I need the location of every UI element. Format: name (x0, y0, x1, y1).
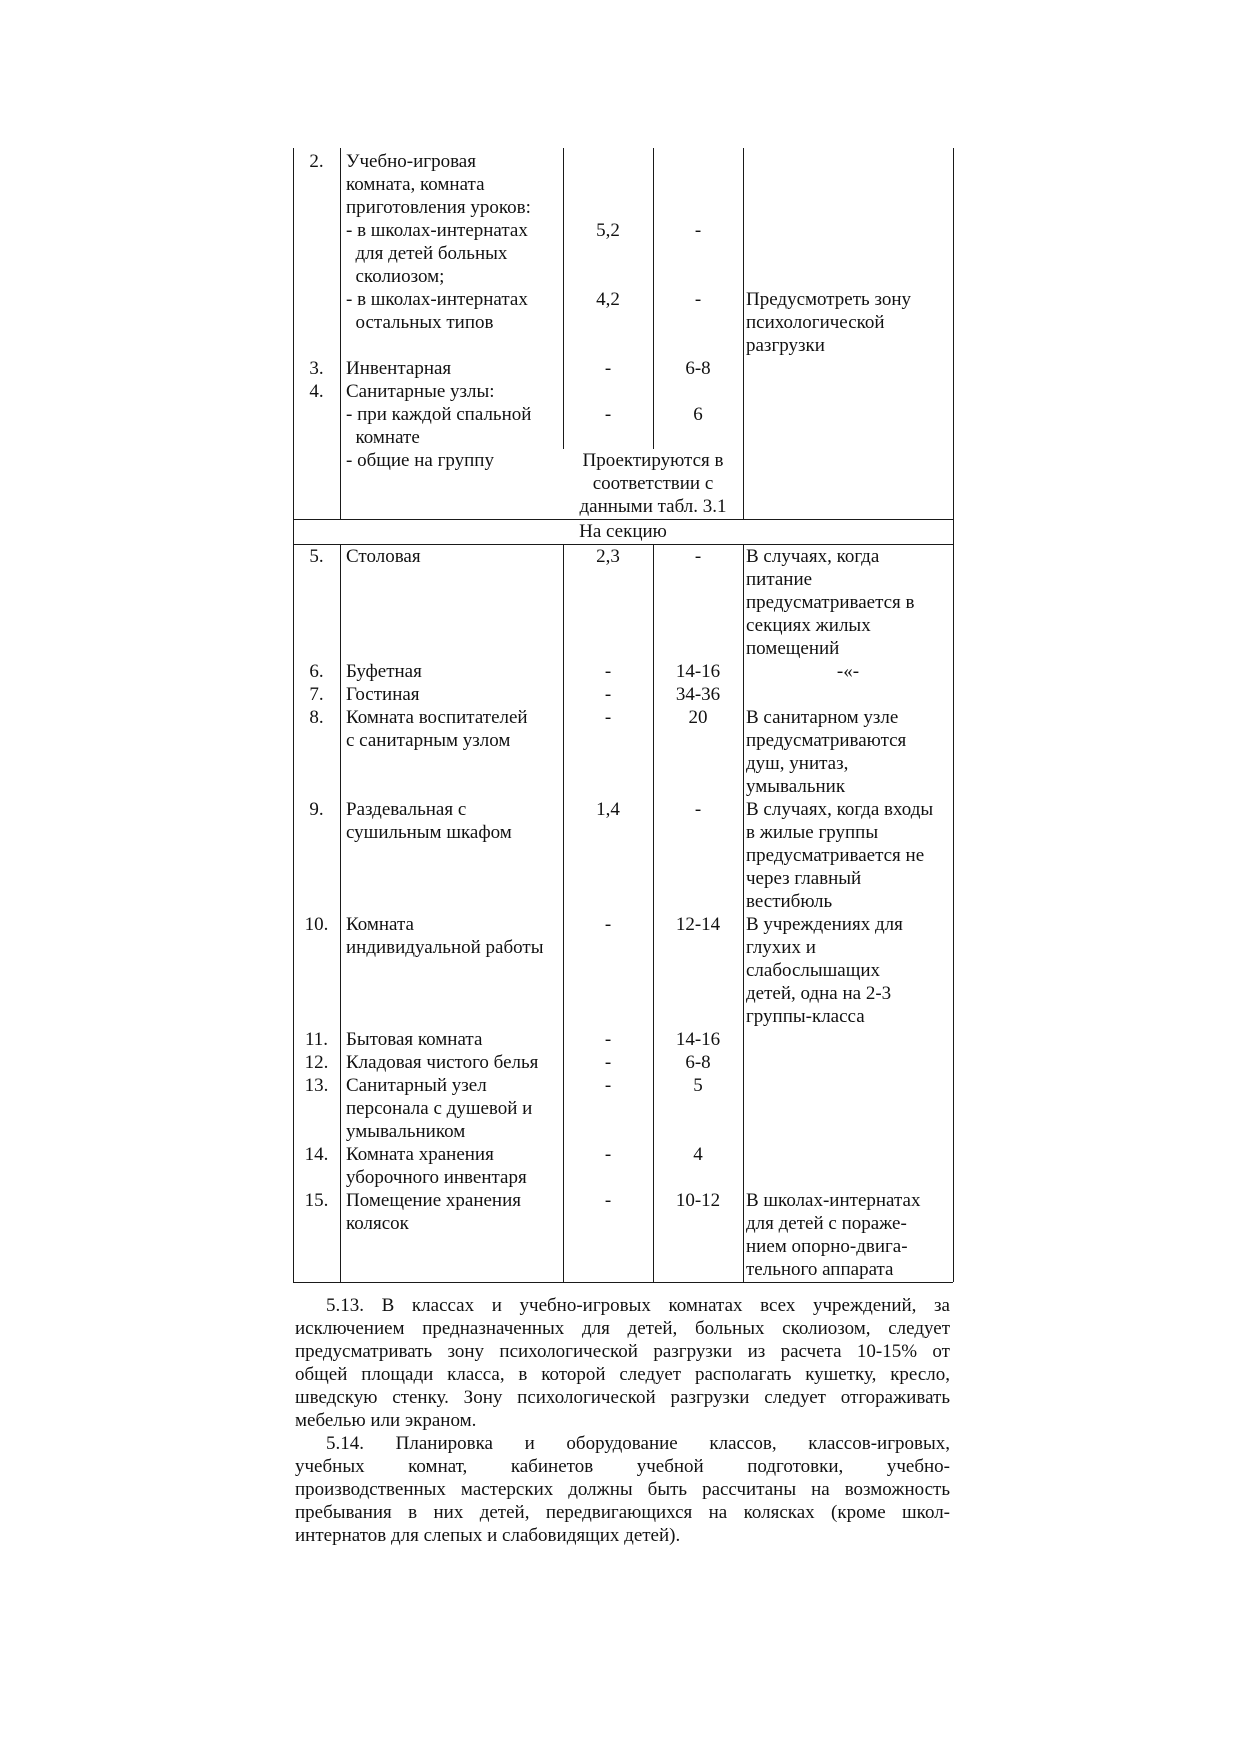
area-per-person: 5,2 (596, 220, 620, 241)
room-name: индивидуальной работы (346, 937, 544, 958)
area-per-room: 5 (693, 1075, 703, 1096)
area-per-person: - (604, 684, 612, 705)
row-note: помещений (746, 638, 840, 659)
area-per-person: - (604, 707, 612, 728)
row-note: В случаях, когда (746, 546, 880, 567)
area-per-person: - (604, 1144, 612, 1165)
row-note: питание (746, 569, 813, 590)
row-number: 3. (309, 358, 324, 379)
row-number: 5. (309, 546, 324, 567)
row-note: через главный (746, 868, 862, 889)
area-per-room: 6 (693, 404, 703, 425)
area-per-person: - (604, 1190, 612, 1211)
room-name: Комната воспитателей (346, 707, 528, 728)
section-title: На секцию (579, 521, 667, 542)
room-name: Столовая (346, 546, 421, 567)
col-border (563, 148, 564, 449)
col-border (293, 544, 294, 1282)
room-name: для детей больных (346, 243, 508, 264)
room-name: приготовления уроков: (346, 197, 531, 218)
paragraph-line: предусматривать зону психологической разгрузки из расчета 10-15% от (295, 1341, 950, 1362)
room-name: умывальником (346, 1121, 466, 1142)
paragraph-line: учебных комнат, кабинетов учебной подготовки, учебно- (295, 1456, 950, 1477)
area-per-person: - (604, 358, 612, 379)
row-note: -«- (836, 661, 860, 682)
room-name: колясок (346, 1213, 409, 1234)
row-note: предусматривается в (746, 592, 915, 613)
paragraph-line: общей площади класса, в которой следует располагать кушетку, кресло, (295, 1364, 950, 1385)
paragraph-line: шведскую стенку. Зону психологической разгрузки следует отгораживать (295, 1387, 950, 1408)
paragraph-line: 5.14. Планировка и оборудование классов, классов-игровых, (326, 1433, 950, 1454)
row-number: 2. (309, 151, 324, 172)
room-name: Санитарные узлы: (346, 381, 495, 402)
area-per-room: 6-8 (685, 358, 711, 379)
row-note: вестибюль (746, 891, 833, 912)
room-name: персонала с душевой и (346, 1098, 533, 1119)
row-note: В санитарном узле (746, 707, 899, 728)
row-number: 8. (309, 707, 324, 728)
merged-note: соответствии с (592, 473, 714, 494)
area-per-room: 14-16 (675, 661, 721, 682)
row-note: группы-класса (746, 1006, 865, 1027)
row-number: 15. (304, 1190, 329, 1211)
room-name: Инвентарная (346, 358, 452, 379)
area-per-room: 20 (688, 707, 708, 728)
room-name: Бытовая комната (346, 1029, 483, 1050)
row-note: секциях жилых (746, 615, 871, 636)
row-note: В учреждениях для (746, 914, 903, 935)
col-border (653, 148, 654, 449)
room-name: уборочного инвентаря (346, 1167, 527, 1188)
col-border (743, 148, 744, 519)
area-per-person: 4,2 (596, 289, 620, 310)
area-per-person: 1,4 (596, 799, 620, 820)
room-name: Комната (346, 914, 414, 935)
room-name: комнате (346, 427, 420, 448)
paragraph-line: 5.13. В классах и учебно-игровых комнатах всех учреждений, за (326, 1295, 950, 1316)
row-note: В школах-интернатах (746, 1190, 921, 1211)
area-per-room: 14-16 (675, 1029, 721, 1050)
row-number: 11. (304, 1029, 329, 1050)
row-number: 6. (309, 661, 324, 682)
row-number: 4. (309, 381, 324, 402)
paragraph (295, 1432, 950, 1547)
room-name: Санитарный узел (346, 1075, 487, 1096)
room-name: сколиозом; (346, 266, 445, 287)
room-name: сушильным шкафом (346, 822, 512, 843)
col-border (953, 544, 954, 1282)
paragraph-line: мебелью или экраном. (295, 1410, 477, 1431)
area-per-room: 10-12 (675, 1190, 721, 1211)
room-name: - при каждой спальной (346, 404, 532, 425)
paragraph-line (295, 1294, 950, 1317)
col-border (953, 519, 954, 544)
room-name: Буфетная (346, 661, 422, 682)
row-note: слабослышащих (746, 960, 881, 981)
merged-note: Проектируются в (582, 450, 724, 471)
col-border (563, 544, 564, 1282)
paragraph-line: интернатов для слепых и слабовидящих детей). (295, 1525, 681, 1546)
room-name: Учебно-игровая (346, 151, 476, 172)
row-note: нием опорно-двига- (746, 1236, 908, 1257)
room-name: с санитарным узлом (346, 730, 511, 751)
col-border (653, 544, 654, 1282)
area-per-person: - (604, 1029, 612, 1050)
col-border (953, 148, 954, 519)
room-name: - общие на группу (346, 450, 494, 471)
area-per-person: - (604, 1075, 612, 1096)
table-bottom-border (293, 1282, 953, 1283)
area-per-room: - (694, 546, 702, 567)
room-name: - в школах-интернатах (346, 220, 528, 241)
area-per-person: - (604, 1052, 612, 1073)
merged-note: данными табл. 3.1 (579, 496, 727, 517)
room-name: Гостиная (346, 684, 420, 705)
row-note: психологической (746, 312, 885, 333)
room-name: Комната хранения (346, 1144, 494, 1165)
paragraph-line: пребывания в них детей, передвигающихся на колясках (кроме школ- (295, 1502, 950, 1523)
area-per-room: 34-36 (675, 684, 721, 705)
area-per-person: - (604, 914, 612, 935)
room-name: Помещение хранения (346, 1190, 522, 1211)
paragraph (295, 1294, 950, 1432)
area-per-room: - (694, 289, 702, 310)
area-per-room: - (694, 220, 702, 241)
row-note: умывальник (746, 776, 846, 797)
row-note: разгрузки (746, 335, 825, 356)
area-per-room: 12-14 (675, 914, 721, 935)
row-number: 13. (304, 1075, 329, 1096)
row-note: для детей с пораже- (746, 1213, 907, 1234)
col-border (293, 519, 294, 544)
row-note: глухих и (746, 937, 816, 958)
row-number: 12. (304, 1052, 329, 1073)
room-name: остальных типов (346, 312, 494, 333)
col-border (743, 544, 744, 1282)
row-number: 10. (304, 914, 329, 935)
area-per-person: - (604, 404, 612, 425)
room-name: - в школах-интернатах (346, 289, 528, 310)
area-per-room: 4 (693, 1144, 703, 1165)
row-note: предусматривается не (746, 845, 925, 866)
row-note: душ, унитаз, (746, 753, 849, 774)
row-note: детей, одна на 2-3 (746, 983, 892, 1004)
row-note: в жилые группы (746, 822, 879, 843)
room-name: Раздевальная с (346, 799, 467, 820)
paragraph-line: производственных мастерских должны быть рассчитаны на возможность (295, 1479, 950, 1500)
col-border (293, 148, 294, 519)
room-name: комната, комната (346, 174, 485, 195)
area-per-person: - (604, 661, 612, 682)
row-number: 9. (309, 799, 324, 820)
row-number: 14. (304, 1144, 329, 1165)
area-per-room: - (694, 799, 702, 820)
row-note: тельного аппарата (746, 1259, 894, 1280)
row-note: предусматриваются (746, 730, 907, 751)
room-name: Кладовая чистого белья (346, 1052, 539, 1073)
area-per-person: 2,3 (596, 546, 620, 567)
col-border (340, 148, 341, 519)
col-border (340, 544, 341, 1282)
row-note: Предусмотреть зону (746, 289, 912, 310)
paragraph-line (295, 1432, 950, 1455)
area-per-room: 6-8 (685, 1052, 711, 1073)
row-note: В случаях, когда входы (746, 799, 934, 820)
row-number: 7. (309, 684, 324, 705)
paragraph-line: исключением предназначенных для детей, больных сколиозом, следует (295, 1318, 950, 1339)
